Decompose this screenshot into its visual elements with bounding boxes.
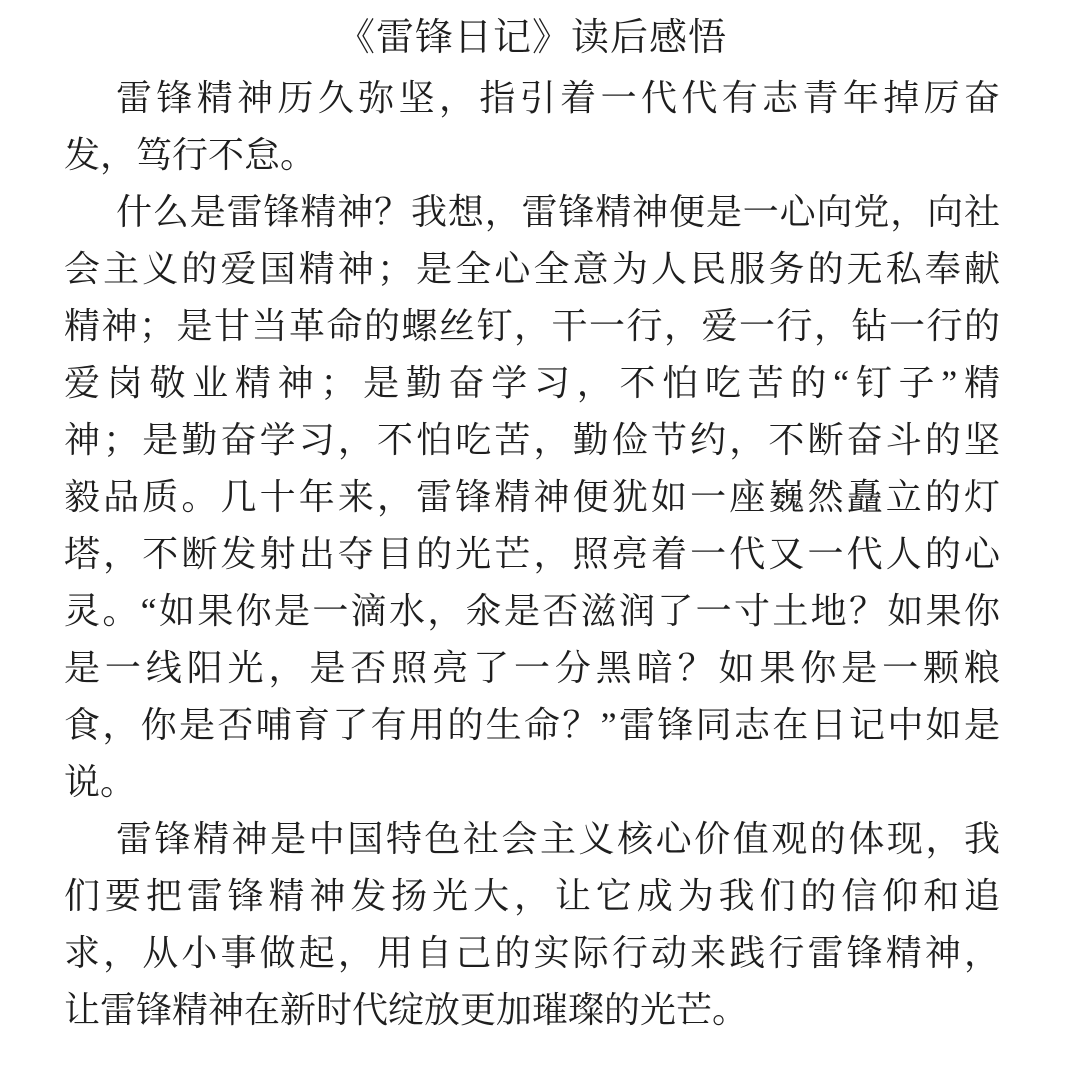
text-line: 雷锋精神是中国特色社会主义核心价值观的体现，我 bbox=[116, 819, 1000, 859]
text-line: 食，你是否哺育了有用的生命？”雷锋同志在日记中如是 bbox=[64, 705, 1000, 745]
text-line: 发，笃行不怠。 bbox=[64, 135, 317, 175]
text-line: 雷锋精神历久弥坚，指引着一代代有志青年掉厉奋 bbox=[116, 78, 1000, 118]
text-line: 爱岗敬业精神；是勤奋学习，不怕吃苦的“钉子”精 bbox=[64, 363, 1000, 403]
text-line: 让雷锋精神在新时代绽放更加璀璨的光芒。 bbox=[64, 990, 749, 1030]
document-title: 《雷锋日记》读后感悟 bbox=[336, 17, 727, 59]
text-line: 神；是勤奋学习，不怕吃苦，勤俭节约，不断奋斗的坚 bbox=[64, 420, 1000, 460]
text-line: 会主义的爱国精神；是全心全意为人民服务的无私奉献 bbox=[64, 249, 1000, 289]
text-line: 说。 bbox=[64, 762, 137, 802]
document-body bbox=[64, 70, 1000, 1039]
text-line: 什么是雷锋精神？我想，雷锋精神便是一心向党，向社 bbox=[116, 192, 1000, 232]
text-line: 是一线阳光，是否照亮了一分黑暗？如果你是一颗粮 bbox=[64, 648, 1000, 688]
text-line: 塔，不断发射出夺目的光芒，照亮着一代又一代人的心 bbox=[64, 534, 1000, 574]
text-line: 求，从小事做起，用自己的实际行动来践行雷锋精神， bbox=[64, 933, 1000, 973]
text-line: 灵。“如果你是一滴水，氽是否滋润了一寸土地？如果你 bbox=[64, 591, 1000, 631]
text-line: 们要把雷锋精神发扬光大，让它成为我们的信仰和追 bbox=[64, 876, 1000, 916]
text-line: 精神；是甘当革命的螺丝钉，干一行，爱一行，钻一行的 bbox=[64, 306, 1000, 346]
text-line: 毅品质。几十年来，雷锋精神便犹如一座巍然矗立的灯 bbox=[64, 477, 1000, 517]
